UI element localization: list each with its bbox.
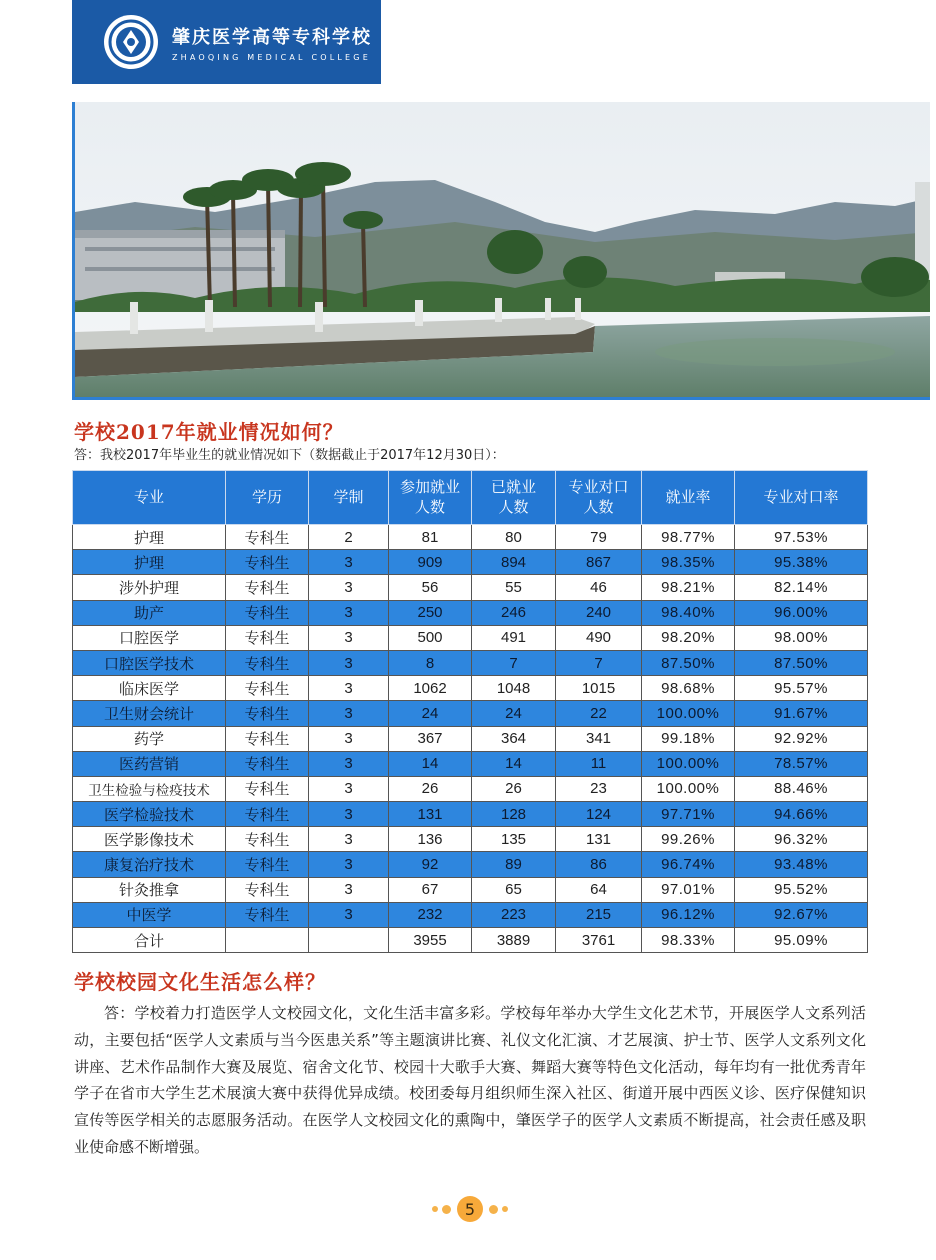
campus-culture-paragraph: 答：学校着力打造医学人文校园文化，文化生活丰富多彩。学校每年举办大学生文化艺术节，开展医学人文系列活动，主要包括“医学人文素质与当今医患关系”等主题演讲比赛、礼仪文化汇演、才艺展演、护士节、医学人文系列文化讲座、艺术作品制作大赛及展览、宿舍文化节、校园十大歌手大赛、舞蹈大赛等特色文化活动，每年均有一批优秀青年学子在省市大学生艺术展演大赛中获得优异成绩。校团委每月组织师生深入社区、街道开展中西医义诊、医疗保健知识宣传等医学相关的志愿服务活动。在医学人文校园文化的熏陶中，肇医学子的医学人文素质不断提高，社会责任感及职业使命感不断增强。 [74,1004,866,1156]
table-cell: 3 [309,751,389,776]
table-row [73,525,868,550]
table-cell: 215 [556,902,642,927]
ornament-dot-icon [502,1206,508,1212]
table-cell: 100.00% [642,776,735,801]
table-cell: 专科生 [226,676,309,701]
table-cell: 3 [309,625,389,650]
table-cell: 867 [556,550,642,575]
table-cell: 3 [309,902,389,927]
table-cell: 82.14% [735,575,868,600]
table-cell: 临床医学 [73,676,226,701]
school-name-cn: 肇庆医学高等专科学校 [172,26,372,48]
table-cell: 87.50% [735,650,868,675]
table-cell: 医学影像技术 [73,827,226,852]
table-cell: 专科生 [226,776,309,801]
table-cell: 79 [556,525,642,550]
table-cell: 87.50% [642,650,735,675]
page-number-ornament [429,1194,511,1224]
table-cell: 97.01% [642,877,735,902]
table-cell: 涉外护理 [73,575,226,600]
table-cell: 针灸推拿 [73,877,226,902]
table-cell: 88.46% [735,776,868,801]
table-cell: 卫生财会统计 [73,701,226,726]
table-cell: 500 [389,625,472,650]
column-header: 专业对口率 [735,471,868,525]
school-logo-band [72,0,381,84]
table-cell: 专科生 [226,802,309,827]
table-cell: 128 [472,802,556,827]
table-cell: 3 [309,575,389,600]
table-cell: 894 [472,550,556,575]
table-cell: 口腔医学 [73,625,226,650]
table-cell: 55 [472,575,556,600]
table-cell: 92.67% [735,902,868,927]
table-cell: 94.66% [735,802,868,827]
table-row [73,676,868,701]
ornament-dot-icon [489,1205,498,1214]
table-cell: 3 [309,600,389,625]
table-cell: 专科生 [226,827,309,852]
table-row [73,575,868,600]
table-row [73,650,868,675]
table-cell: 490 [556,625,642,650]
table-cell: 98.35% [642,550,735,575]
table-cell: 专科生 [226,877,309,902]
table-cell: 医学检验技术 [73,802,226,827]
table-row [73,776,868,801]
table-cell [226,928,309,953]
table-row [73,726,868,751]
table-cell: 124 [556,802,642,827]
table-cell: 98.33% [642,928,735,953]
table-cell: 3955 [389,928,472,953]
table-cell: 1015 [556,676,642,701]
table-cell: 100.00% [642,701,735,726]
table-row [73,852,868,877]
table-cell: 3 [309,802,389,827]
table-cell: 96.74% [642,852,735,877]
table-cell: 中医学 [73,902,226,927]
column-header-text: 参加就业人数 [399,478,460,516]
table-cell: 护理 [73,525,226,550]
table-cell: 93.48% [735,852,868,877]
table-cell: 1062 [389,676,472,701]
table-cell: 80 [472,525,556,550]
column-header-text: 专业对口人数 [568,478,629,516]
table-cell: 专科生 [226,625,309,650]
table-cell: 3 [309,650,389,675]
table-cell: 95.57% [735,676,868,701]
table-cell: 67 [389,877,472,902]
table-cell: 专科生 [226,852,309,877]
table-cell: 92.92% [735,726,868,751]
table-cell: 3 [309,726,389,751]
table-cell: 95.52% [735,877,868,902]
table-cell: 康复治疗技术 [73,852,226,877]
table-cell: 97.71% [642,802,735,827]
table-cell: 131 [389,802,472,827]
table-cell: 专科生 [226,525,309,550]
table-cell: 78.57% [735,751,868,776]
table-cell: 136 [389,827,472,852]
table-cell: 91.67% [735,701,868,726]
table-cell: 助产 [73,600,226,625]
table-row [73,625,868,650]
table-cell: 专科生 [226,650,309,675]
table-cell: 240 [556,600,642,625]
table-cell: 26 [472,776,556,801]
table-cell: 护理 [73,550,226,575]
table-cell: 3 [309,676,389,701]
table-cell: 95.38% [735,550,868,575]
table-cell: 341 [556,726,642,751]
table-cell: 92 [389,852,472,877]
ornament-dot-icon [432,1206,438,1212]
table-cell: 合计 [73,928,226,953]
column-header: 学制 [309,471,389,525]
table-cell: 250 [389,600,472,625]
table-cell: 7 [556,650,642,675]
table-row [73,600,868,625]
table-cell: 135 [472,827,556,852]
table-cell: 22 [556,701,642,726]
column-header: 学历 [226,471,309,525]
table-cell: 131 [556,827,642,852]
table-cell: 专科生 [226,550,309,575]
table-row [73,877,868,902]
table-row [73,928,868,953]
table-cell: 14 [472,751,556,776]
section-title-campus-culture: 学校校园文化生活怎么样？ [74,970,326,994]
table-cell: 86 [556,852,642,877]
table-row [73,751,868,776]
section-title-employment: 学校2017年就业情况如何？ [74,420,344,444]
column-header: 专业 [73,471,226,525]
table-cell: 232 [389,902,472,927]
table-cell: 95.09% [735,928,868,953]
table-cell: 药学 [73,726,226,751]
table-cell: 专科生 [226,600,309,625]
campus-photo [72,102,930,400]
employment-answer-text: 答：我校2017年毕业生的就业情况如下（数据截止于2017年12月30日）： [74,448,505,463]
table-cell: 46 [556,575,642,600]
school-emblem-icon [104,15,158,69]
table-cell: 26 [389,776,472,801]
table-cell: 8 [389,650,472,675]
table-cell: 3 [309,877,389,902]
table-cell: 98.00% [735,625,868,650]
table-cell: 专科生 [226,902,309,927]
table-cell: 专科生 [226,575,309,600]
table-cell: 口腔医学技术 [73,650,226,675]
ornament-dot-icon [442,1205,451,1214]
school-name-en: ZHAOQING MEDICAL COLLEGE [172,52,371,62]
table-row [73,802,868,827]
table-cell: 100.00% [642,751,735,776]
column-header: 就业率 [642,471,735,525]
column-header [472,471,556,525]
table-row [73,902,868,927]
table-cell: 14 [389,751,472,776]
table-cell: 98.68% [642,676,735,701]
table-cell: 223 [472,902,556,927]
table-cell: 65 [472,877,556,902]
table-cell: 专科生 [226,726,309,751]
table-row [73,701,868,726]
table-cell: 99.26% [642,827,735,852]
table-cell: 3 [309,701,389,726]
column-header-text: 已就业人数 [490,478,536,516]
page-number: 5 [457,1196,483,1222]
table-cell: 81 [389,525,472,550]
table-cell: 3 [309,852,389,877]
table-cell: 24 [472,701,556,726]
table-cell: 491 [472,625,556,650]
table-cell: 97.53% [735,525,868,550]
column-header [389,471,472,525]
table-cell: 医药营销 [73,751,226,776]
table-cell: 3 [309,827,389,852]
table-cell: 3761 [556,928,642,953]
table-cell: 98.77% [642,525,735,550]
table-cell: 364 [472,726,556,751]
table-cell: 96.32% [735,827,868,852]
table-cell: 23 [556,776,642,801]
table-cell: 2 [309,525,389,550]
table-cell [309,928,389,953]
table-row [73,827,868,852]
table-cell: 卫生检验与检疫技术 [73,776,226,801]
table-cell: 367 [389,726,472,751]
table-cell: 7 [472,650,556,675]
column-header [556,471,642,525]
table-cell: 89 [472,852,556,877]
table-cell: 99.18% [642,726,735,751]
table-cell: 98.40% [642,600,735,625]
table-cell: 56 [389,575,472,600]
table-cell: 专科生 [226,701,309,726]
table-header-row [73,471,868,525]
table-cell: 3889 [472,928,556,953]
table-cell: 246 [472,600,556,625]
table-cell: 909 [389,550,472,575]
table-cell: 96.12% [642,902,735,927]
table-cell: 96.00% [735,600,868,625]
table-cell: 1048 [472,676,556,701]
table-cell: 24 [389,701,472,726]
table-cell: 11 [556,751,642,776]
table-cell: 3 [309,550,389,575]
table-cell: 3 [309,776,389,801]
employment-table [72,470,868,953]
table-row [73,550,868,575]
table-cell: 98.20% [642,625,735,650]
table-cell: 专科生 [226,751,309,776]
table-cell: 98.21% [642,575,735,600]
table-cell: 64 [556,877,642,902]
